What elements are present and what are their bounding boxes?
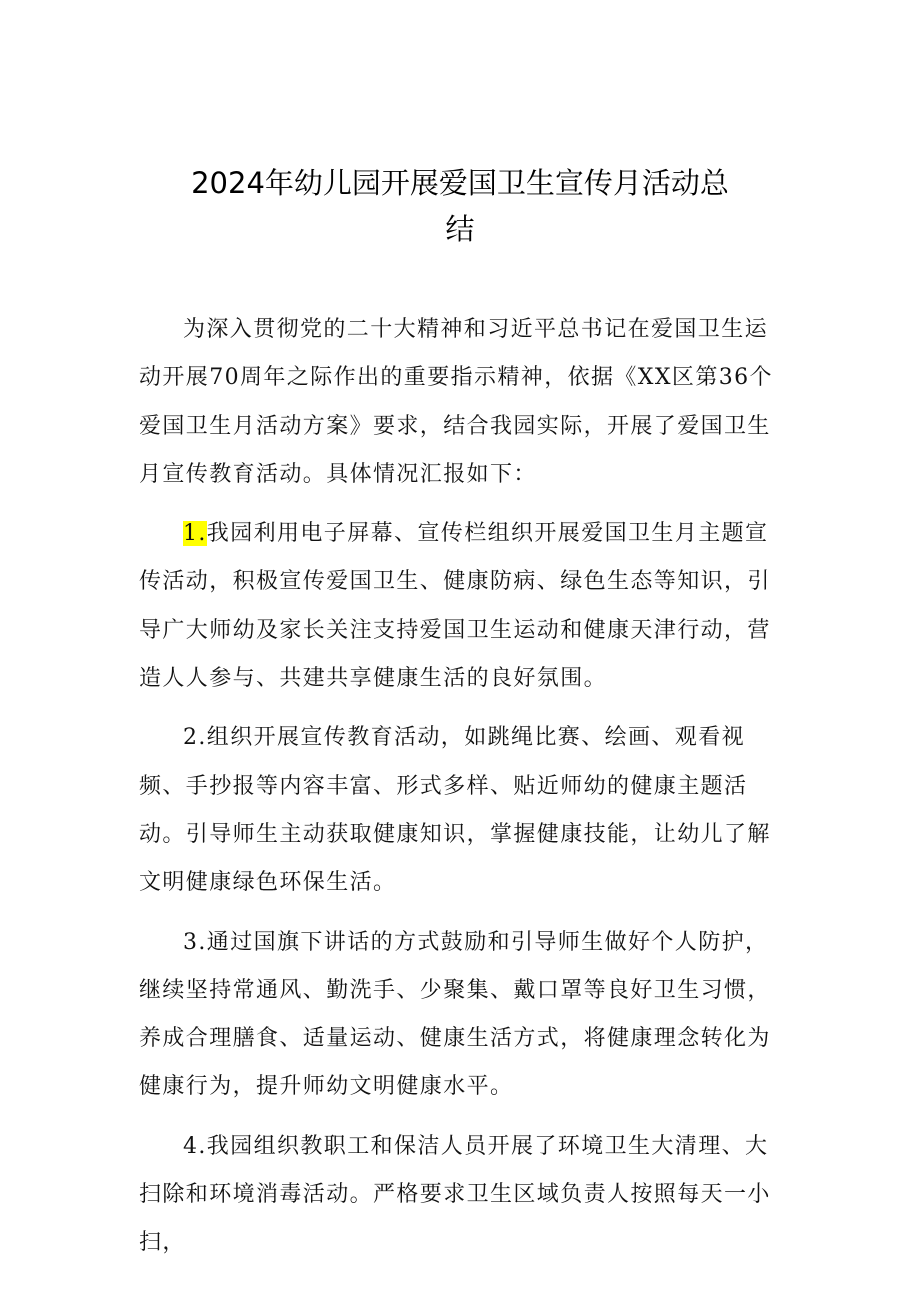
title-line-1: 2024年幼儿园开展爱国卫生宣传月活动总 [191,166,729,200]
item-number-highlighted: 1. [183,521,207,547]
item-text: 我园组织教职工和保洁人员开展了环境卫生大清理、大扫除和环境消毒活动。严格要求卫生区域负责人按照每天一小扫， [139,1133,771,1256]
list-item [139,510,789,703]
list-item [139,1123,789,1268]
item-number: 4. [183,1133,207,1159]
document-body [139,306,789,1279]
document-title [120,160,800,252]
title-line-2: 结 [445,212,475,246]
item-number: 3. [183,929,207,955]
intro-paragraph: 为深入贯彻党的二十大精神和习近平总书记在爱国卫生运动开展70周年之际作出的重要指示精神，依据《XX区第36个爱国卫生月活动方案》要求，结合我园实际，开展了爱国卫生月宣传教育活动。具体情况汇报如下： [139,317,773,487]
item-text: 通过国旗下讲话的方式鼓励和引导师生做好个人防护，继续坚持常通风、勤洗手、少聚集、戴口罩等良好卫生习惯，养成合理膳食、适量运动、健康生活方式，将健康理念转化为健康行为，提升师幼文明健康水平。 [139,929,771,1100]
list-item [139,919,789,1112]
item-text: 我园利用电子屏幕、宣传栏组织开展爱国卫生月主题宣传活动，积极宣传爱国卫生、健康防病、绿色生态等知识，引导广大师幼及家长关注支持爱国卫生运动和健康天津行动，营造人人参与、共建共享健康生活的良好氛围。 [139,521,771,692]
list-item [139,714,789,907]
item-number: 2. [183,725,207,751]
item-text: 组织开展宣传教育活动，如跳绳比赛、绘画、观看视频、手抄报等内容丰富、形式多样、贴近师幼的健康主题活动。引导师生主动获取健康知识，掌握健康技能，让幼儿了解文明健康绿色环保生活。 [139,725,771,896]
